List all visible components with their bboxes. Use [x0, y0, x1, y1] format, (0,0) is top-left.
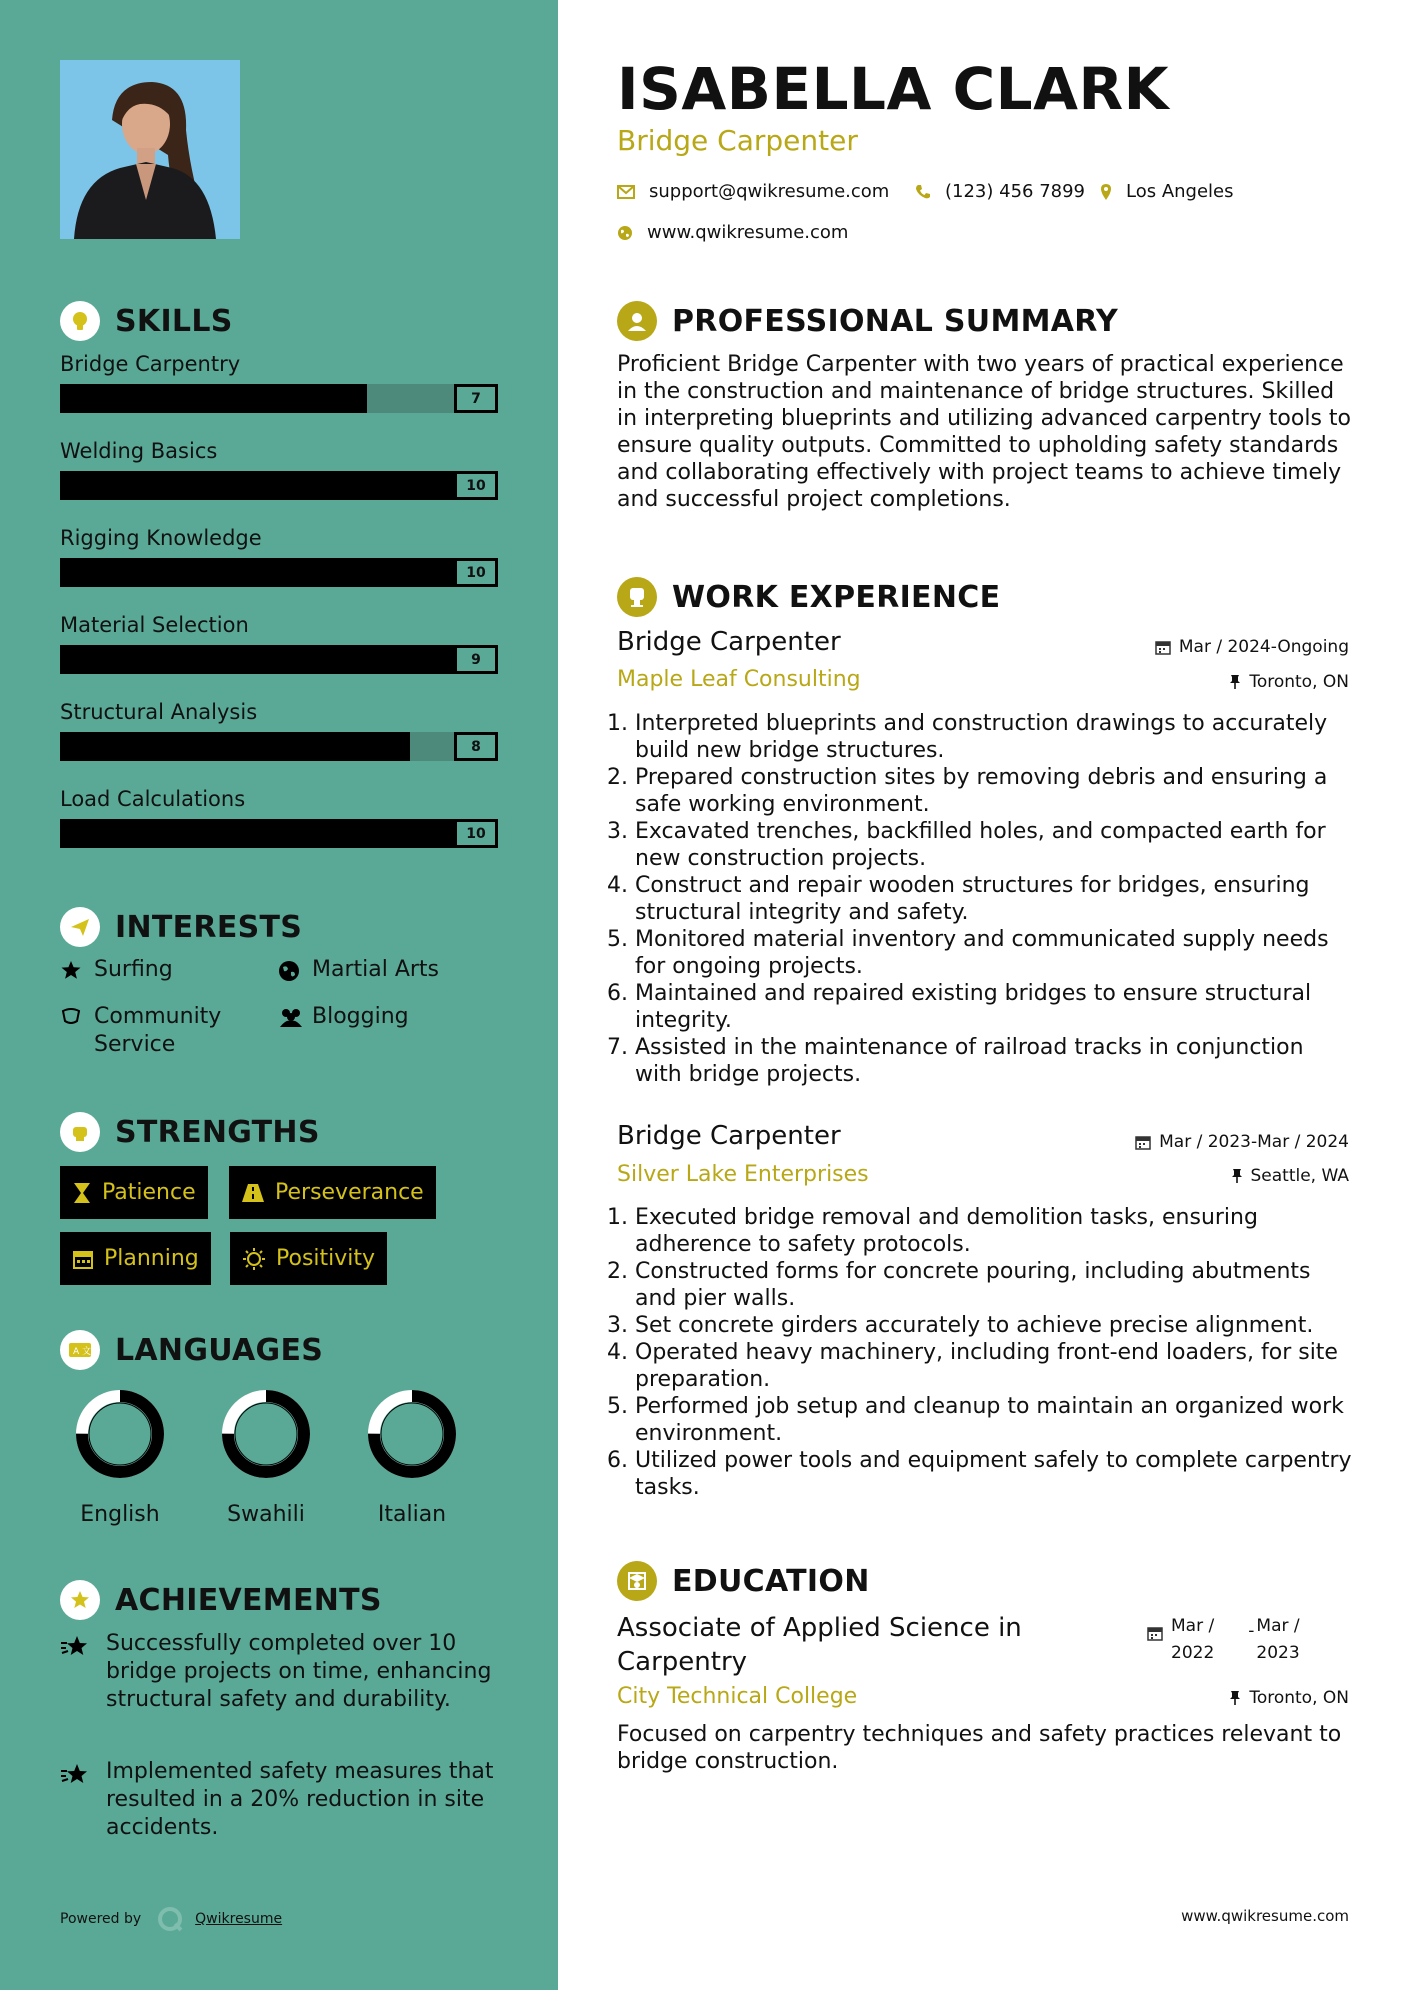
- skill-bar-fill: [60, 471, 498, 500]
- interest-label: Blogging: [312, 1004, 409, 1029]
- achievement-text: Implemented safety measures that resulted in a 20% reduction in site accidents.: [106, 1759, 494, 1840]
- school-name: City Technical College: [617, 1684, 858, 1709]
- phone-contact: [915, 181, 1085, 202]
- duty-item: 3. Set concrete girders accurately to achieve precise alignment.: [635, 1312, 1352, 1339]
- strength-badge: [60, 1166, 208, 1219]
- interest-item: [278, 956, 439, 984]
- language-item: [352, 1384, 472, 1527]
- language-name: English: [80, 1502, 160, 1527]
- pushpin-icon: [1229, 1690, 1241, 1706]
- education-dates: [1147, 1613, 1300, 1667]
- language-ring: [60, 1384, 180, 1484]
- calendar-icon: [72, 1248, 94, 1270]
- email-contact: [617, 181, 889, 202]
- skill-name: Bridge Carpentry: [60, 352, 241, 376]
- lightbulb-icon: [60, 301, 100, 341]
- job-duties: [617, 1204, 1352, 1501]
- candidate-role: Bridge Carpenter: [617, 124, 858, 157]
- skill-bar: [60, 645, 498, 674]
- job-dates-text: Mar / 2023-Mar / 2024: [1159, 1132, 1349, 1152]
- achievements-title: ACHIEVEMENTS: [115, 1582, 382, 1618]
- candidate-name: ISABELLA CLARK: [617, 55, 1170, 123]
- summary-title: PROFESSIONAL SUMMARY: [672, 303, 1119, 339]
- duty-item: 6. Maintained and repaired existing bridges to ensure structural integrity.: [635, 980, 1352, 1034]
- skill-item: [60, 613, 498, 674]
- phone-icon: [915, 184, 931, 200]
- language-name: Italian: [377, 1502, 447, 1527]
- skill-name: Welding Basics: [60, 439, 218, 463]
- skill-bar: [60, 558, 498, 587]
- qwikresume-logo-icon: [155, 1904, 185, 1934]
- powered-by: [60, 1904, 282, 1934]
- qwikresume-link[interactable]: Qwikresume: [195, 1911, 283, 1927]
- interest-item: [60, 956, 173, 984]
- calendar-icon: [1135, 1134, 1151, 1150]
- duty-item: 5. Monitored material inventory and communicated supply needs for ongoing projects.: [635, 926, 1352, 980]
- skill-bar: [60, 819, 498, 848]
- hand-icon: [60, 1003, 88, 1059]
- duty-item: 2. Prepared construction sites by removing debris and ensuring a safe working environment.: [635, 764, 1352, 818]
- pushpin-icon: [1229, 674, 1241, 690]
- pushpin-icon: [1231, 1168, 1243, 1184]
- education-start: [1171, 1613, 1214, 1667]
- summary-text: Proficient Bridge Carpenter with two years of practical experience in the construction and maintenance of bridge structures. Skilled in interpreting blueprints and utilizing advanced carpentry tools to ensure quality outputs. Committed to upholding safety standards and collaborating effectively with project teams to achieve timely and successful project completions.: [617, 352, 1351, 512]
- skill-level: 8: [454, 732, 498, 761]
- briefcase-icon: [617, 577, 657, 617]
- strength-label: Planning: [104, 1246, 199, 1271]
- job-location: [1229, 672, 1349, 692]
- interest-label: Surfing: [94, 957, 173, 982]
- summary-heading: [617, 301, 1118, 341]
- education-date-separator: -: [1248, 1621, 1255, 1641]
- language-item: [206, 1384, 326, 1527]
- skill-level: 9: [454, 645, 498, 674]
- map-pin-icon: [1100, 183, 1112, 201]
- duty-item: 7. Assisted in the maintenance of railroad tracks in conjunction with bridge projects.: [635, 1034, 1352, 1088]
- skill-item: [60, 352, 498, 413]
- skill-name: Structural Analysis: [60, 700, 258, 724]
- education-start-year: 2022: [1171, 1643, 1215, 1663]
- footer-website[interactable]: www.qwikresume.com: [1181, 1907, 1349, 1925]
- skill-level: 10: [454, 819, 498, 848]
- skill-bar-fill: [60, 558, 498, 587]
- fist-icon: [60, 1112, 100, 1152]
- language-ring-inner: [89, 1403, 151, 1465]
- strength-label: Patience: [102, 1180, 196, 1205]
- job-dates: [1135, 1132, 1349, 1152]
- achievements-heading: [60, 1580, 382, 1620]
- skill-item: [60, 700, 498, 761]
- interest-label: Martial Arts: [312, 957, 440, 982]
- education-title: EDUCATION: [672, 1563, 870, 1599]
- users-icon: [278, 1003, 306, 1031]
- job-location-text: Seattle, WA: [1250, 1166, 1349, 1186]
- duty-item: 4. Construct and repair wooden structures for bridges, ensuring structural integrity and safety.: [635, 872, 1352, 926]
- trophy-icon: [60, 1580, 100, 1620]
- language-icon: [60, 1330, 100, 1370]
- languages-title: LANGUAGES: [115, 1332, 324, 1368]
- interest-item: [60, 1003, 260, 1059]
- profile-photo: [60, 60, 240, 239]
- language-ring-inner: [235, 1403, 297, 1465]
- languages-heading: [60, 1330, 323, 1370]
- skill-name: Load Calculations: [60, 787, 246, 811]
- globe-icon: [617, 225, 633, 241]
- strengths-title: STRENGTHS: [115, 1114, 320, 1150]
- location-text: Los Angeles: [1126, 181, 1234, 202]
- skill-item: [60, 787, 498, 848]
- interests-title: INTERESTS: [115, 909, 303, 945]
- duty-item: 1. Interpreted blueprints and construction drawings to accurately build new bridge structures.: [635, 710, 1352, 764]
- education-end-year: 2023: [1256, 1643, 1300, 1663]
- language-ring-inner: [381, 1403, 443, 1465]
- strength-label: Positivity: [276, 1246, 376, 1271]
- star-icon: [60, 956, 88, 984]
- sun-icon: [242, 1247, 266, 1271]
- svg-text:文: 文: [82, 1347, 92, 1357]
- skill-level: 7: [454, 384, 498, 413]
- job-location-text: Toronto, ON: [1249, 672, 1349, 692]
- website-contact: [617, 222, 848, 243]
- interests-heading: [60, 907, 302, 947]
- skill-bar: [60, 471, 498, 500]
- achievement-item: [60, 1758, 500, 1842]
- job-title: Bridge Carpenter: [617, 627, 841, 657]
- education-description: Focused on carpentry techniques and safety practices relevant to bridge construction.: [617, 1722, 1342, 1774]
- star-burst-icon: [60, 1758, 106, 1842]
- user-icon: [617, 301, 657, 341]
- duty-item: 1. Executed bridge removal and demolition tasks, ensuring adherence to safety protocols.: [635, 1204, 1352, 1258]
- language-name: Swahili: [227, 1502, 305, 1527]
- svg-text:A: A: [73, 1347, 80, 1357]
- experience-title: WORK EXPERIENCE: [672, 579, 1001, 615]
- powered-by-label: Powered by: [60, 1911, 142, 1927]
- sidebar: [0, 0, 558, 1990]
- company-name: Maple Leaf Consulting: [617, 667, 861, 692]
- education-start-month: Mar /: [1171, 1616, 1215, 1636]
- job-title: Bridge Carpenter: [617, 1121, 841, 1151]
- skill-name: Rigging Knowledge: [60, 526, 262, 550]
- education-end-month: Mar /: [1256, 1616, 1300, 1636]
- envelope-icon: [617, 185, 635, 199]
- skill-bar-fill: [60, 384, 367, 413]
- achievement-text: Successfully completed over 10 bridge projects on time, enhancing structural safety and durability.: [106, 1631, 492, 1712]
- degree-title: Associate of Applied Science in Carpentry: [617, 1613, 1022, 1677]
- job-dates-text: Mar / 2024-Ongoing: [1178, 637, 1349, 657]
- job-location: [1231, 1166, 1350, 1186]
- skill-bar-fill: [60, 819, 498, 848]
- job-duties: [617, 710, 1352, 1088]
- skill-bar: [60, 732, 498, 761]
- education-heading: [617, 1561, 870, 1601]
- skill-item: [60, 439, 498, 500]
- language-item: [60, 1384, 180, 1527]
- strengths-heading: [60, 1112, 320, 1152]
- skill-bar-fill: [60, 732, 410, 761]
- paper-plane-icon: [60, 907, 100, 947]
- interest-label: Community Service: [94, 1004, 222, 1057]
- email-text[interactable]: support@qwikresume.com: [649, 181, 890, 202]
- strength-badge: [60, 1232, 211, 1285]
- skill-bar-fill: [60, 645, 454, 674]
- hourglass-icon: [72, 1181, 92, 1205]
- duty-item: 4. Operated heavy machinery, including front-end loaders, for site preparation.: [635, 1339, 1352, 1393]
- education-end: [1256, 1613, 1299, 1667]
- globe-icon: [278, 956, 306, 984]
- duty-item: 6. Utilized power tools and equipment safely to complete carpentry tasks.: [635, 1447, 1352, 1501]
- duty-item: 2. Constructed forms for concrete pouring, including abutments and pier walls.: [635, 1258, 1352, 1312]
- language-ring: [352, 1384, 472, 1484]
- skills-title: SKILLS: [115, 303, 233, 339]
- star-burst-icon: [60, 1630, 106, 1714]
- calendar-icon: [1147, 1625, 1163, 1641]
- phone-text[interactable]: (123) 456 7899: [945, 181, 1086, 202]
- skill-name: Material Selection: [60, 613, 249, 637]
- strength-label: Perseverance: [275, 1180, 424, 1205]
- language-ring: [206, 1384, 326, 1484]
- duty-item: 5. Performed job setup and cleanup to maintain an organized work environment.: [635, 1393, 1352, 1447]
- skills-heading: [60, 301, 233, 341]
- strength-badge: [230, 1232, 387, 1285]
- experience-heading: [617, 577, 1000, 617]
- interest-item: [278, 1003, 409, 1031]
- skill-bar: [60, 384, 498, 413]
- duty-item: 3. Excavated trenches, backfilled holes, and compacted earth for new construction projects.: [635, 818, 1352, 872]
- website-text[interactable]: www.qwikresume.com: [647, 222, 849, 243]
- road-icon: [241, 1182, 265, 1204]
- skill-item: [60, 526, 498, 587]
- location-contact: [1100, 181, 1234, 202]
- skill-level: 10: [454, 471, 498, 500]
- job-dates: [1155, 637, 1349, 657]
- achievement-item: [60, 1630, 500, 1714]
- education-location: [1229, 1688, 1349, 1708]
- calendar-icon: [1155, 639, 1171, 655]
- strength-badge: [229, 1166, 436, 1219]
- skill-level: 10: [454, 558, 498, 587]
- education-location-text: Toronto, ON: [1249, 1688, 1349, 1708]
- graduation-cap-icon: [617, 1561, 657, 1601]
- company-name: Silver Lake Enterprises: [617, 1162, 869, 1187]
